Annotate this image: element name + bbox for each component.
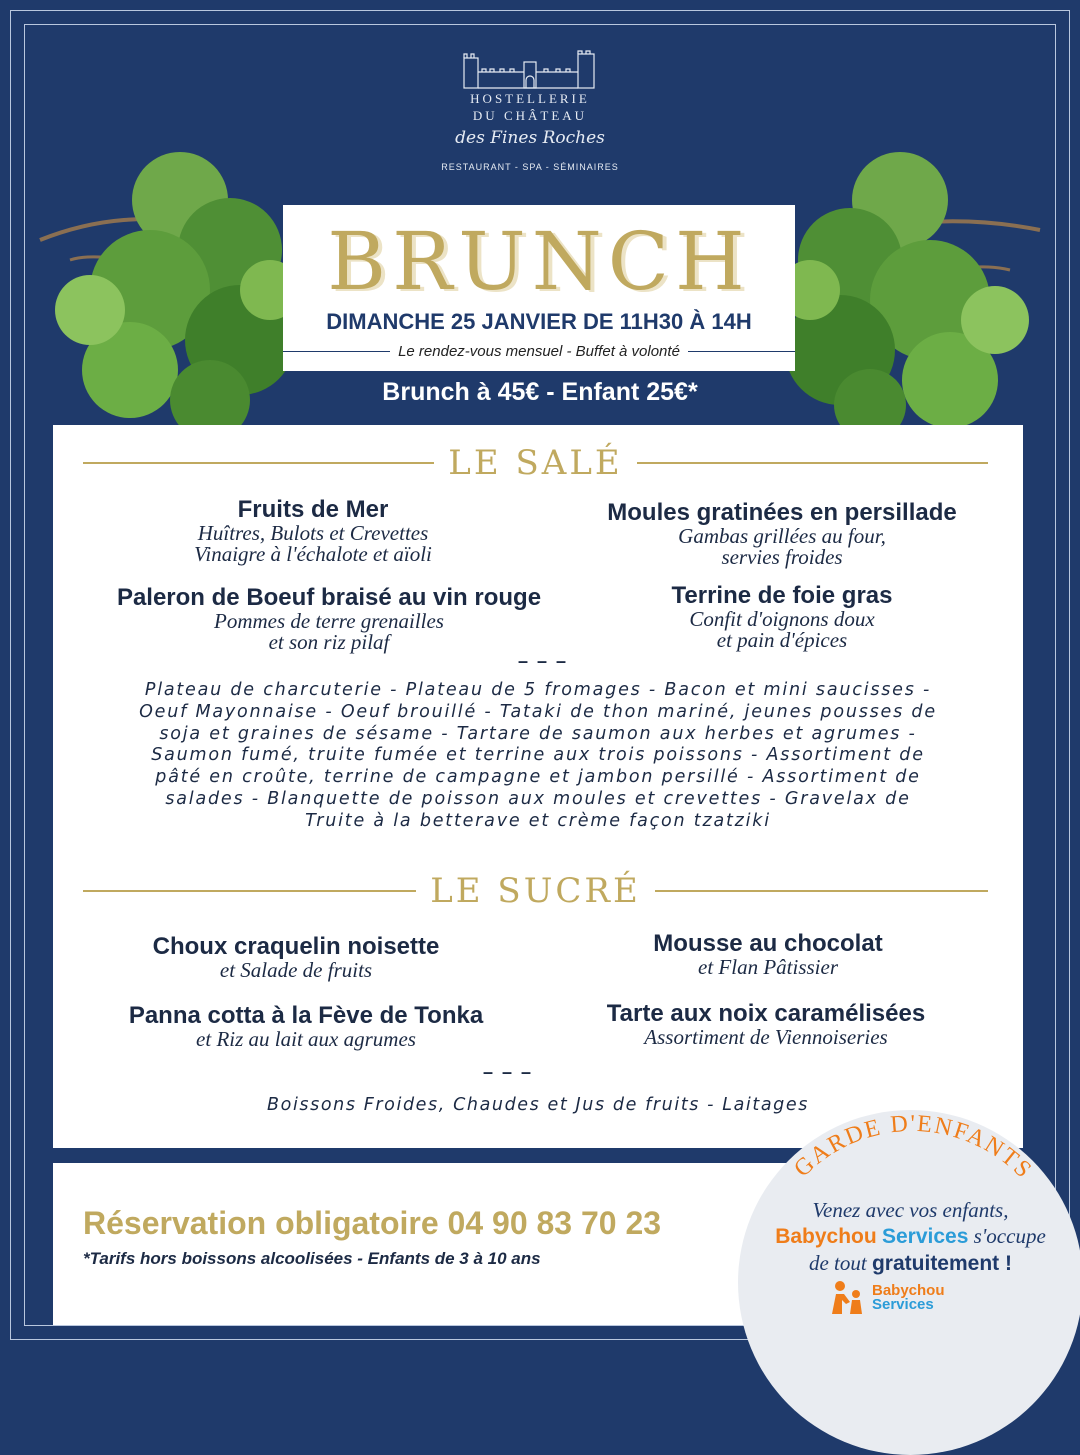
item-desc: et son riz pilaf bbox=[268, 630, 390, 654]
drinks-line: Boissons Froides, Chaudes et Jus de fruits - Laitages bbox=[267, 1095, 809, 1115]
item-desc: Gambas grillées au four, bbox=[678, 524, 886, 548]
section-rule bbox=[637, 462, 988, 464]
logo-tagline: RESTAURANT - SPA - SÉMINAIRES bbox=[441, 162, 619, 172]
childcare-line-3-start: de tout bbox=[808, 1251, 867, 1275]
item-name: Tarte aux noix caramélisées bbox=[606, 1000, 926, 1027]
logo-text-services: Services bbox=[872, 1296, 934, 1313]
item-desc: Confit d'oignons doux bbox=[689, 607, 875, 631]
item-desc: Assortiment de Viennoiseries bbox=[644, 1025, 888, 1049]
childcare-badge bbox=[738, 1110, 1080, 1455]
brand-babychou: Babychou bbox=[775, 1225, 877, 1248]
hotel-logo bbox=[430, 50, 630, 172]
buffet-list: Plateau de charcuterie - Plateau de 5 fromages - Bacon et mini saucisses - Oeuf Mayonnaise - Oeuf brouillé - Tataki de thon mariné, jeunes pousses de soja et graines de sésame - Tartare de saumon aux herbes et agrumes - Saumon fumé, truite fumée et terrine aux trois poissons - Assortiment de pâté en croûte, terrine de campagne et jambon persillé - Assortiment de salades - Blanquette de poisson aux moules et crevettes - Gravelax de Truite à la betterave et crème façon tzatziki bbox=[139, 680, 937, 831]
childcare-line-2 bbox=[738, 1223, 1080, 1250]
menu-item-tarte bbox=[546, 1001, 986, 1048]
section-title-sale bbox=[83, 441, 988, 485]
item-desc: Huîtres, Bulots et Crevettes bbox=[197, 521, 429, 545]
brunch-title: BRUNCH bbox=[327, 215, 751, 308]
item-desc: Pommes de terre grenailles bbox=[214, 609, 444, 633]
logo-line-hostellerie: HOSTELLERIE bbox=[470, 91, 590, 106]
section-title-sucre bbox=[83, 869, 988, 913]
separator: – – – bbox=[483, 1062, 534, 1082]
menu-item-choux bbox=[76, 934, 516, 981]
item-name: Choux craquelin noisette bbox=[152, 933, 440, 960]
menu-item-foie-gras bbox=[562, 583, 1002, 651]
menu-card bbox=[53, 425, 1023, 1148]
item-desc: Vinaigre à l'échalote et aïoli bbox=[194, 542, 432, 566]
babychou-logo bbox=[828, 1280, 945, 1316]
logo-text-babychou: Babychou bbox=[872, 1282, 945, 1299]
pricing-note: *Tarifs hors boissons alcoolisées - Enfants de 3 à 10 ans bbox=[83, 1249, 541, 1268]
menu-item-fruits-de-mer bbox=[93, 497, 533, 565]
item-desc: et pain d'épices bbox=[716, 628, 848, 652]
item-name: Moules gratinées en persillade bbox=[607, 499, 957, 526]
separator: – – – bbox=[518, 651, 569, 671]
childcare-line-1: Venez avec vos enfants, bbox=[812, 1198, 1009, 1222]
childcare-message bbox=[738, 1197, 1080, 1277]
childcare-line-3 bbox=[738, 1250, 1080, 1277]
event-subtitle: Le rendez-vous mensuel - Buffet à volonté bbox=[398, 343, 680, 360]
childcare-title: GARDE D'ENFANTS bbox=[789, 1110, 1038, 1185]
item-name: Fruits de Mer bbox=[237, 496, 389, 523]
item-desc: et Riz au lait aux agrumes bbox=[196, 1027, 416, 1051]
childcare-free: gratuitement ! bbox=[871, 1252, 1012, 1275]
subtitle-row bbox=[283, 343, 795, 360]
event-date: DIMANCHE 25 JANVIER DE 11H30 À 14H bbox=[326, 309, 752, 334]
menu-item-panna-cotta bbox=[86, 1003, 526, 1050]
section-rule bbox=[83, 462, 434, 464]
item-desc: et Flan Pâtissier bbox=[698, 955, 838, 979]
svg-text:GARDE D'ENFANTS bbox=[789, 1111, 1037, 1184]
logo-line-chateau: DU CHÂTEAU bbox=[472, 108, 588, 123]
title-card bbox=[283, 205, 795, 371]
family-icon bbox=[828, 1280, 868, 1316]
item-name: Terrine de foie gras bbox=[671, 582, 893, 609]
menu-item-moules bbox=[562, 500, 1002, 568]
babychou-wordmark bbox=[872, 1284, 945, 1312]
item-name: Mousse au chocolat bbox=[653, 930, 883, 957]
brand-services: Services bbox=[881, 1225, 969, 1248]
item-name: Panna cotta à la Fève de Tonka bbox=[128, 1002, 484, 1029]
menu-item-paleron bbox=[109, 585, 549, 653]
reservation-phone: Réservation obligatoire 04 90 83 70 23 bbox=[83, 1205, 662, 1241]
item-name: Paleron de Boeuf braisé au vin rouge bbox=[116, 584, 542, 611]
castle-icon bbox=[460, 50, 600, 90]
section-rule bbox=[655, 890, 988, 892]
section-rule bbox=[83, 890, 416, 892]
item-desc: servies froides bbox=[721, 545, 843, 569]
item-desc: et Salade de fruits bbox=[219, 958, 373, 982]
section-title-text: LE SUCRÉ bbox=[430, 871, 641, 911]
logo-line-fines-roches: des Fines Roches bbox=[455, 128, 605, 148]
subtitle-rule-left bbox=[283, 351, 390, 352]
section-title-text: LE SALÉ bbox=[448, 443, 623, 483]
menu-item-mousse bbox=[548, 931, 988, 978]
price-line: Brunch à 45€ - Enfant 25€* bbox=[382, 378, 698, 406]
childcare-line-2-end: s'occupe bbox=[973, 1224, 1046, 1248]
subtitle-rule-right bbox=[688, 351, 795, 352]
